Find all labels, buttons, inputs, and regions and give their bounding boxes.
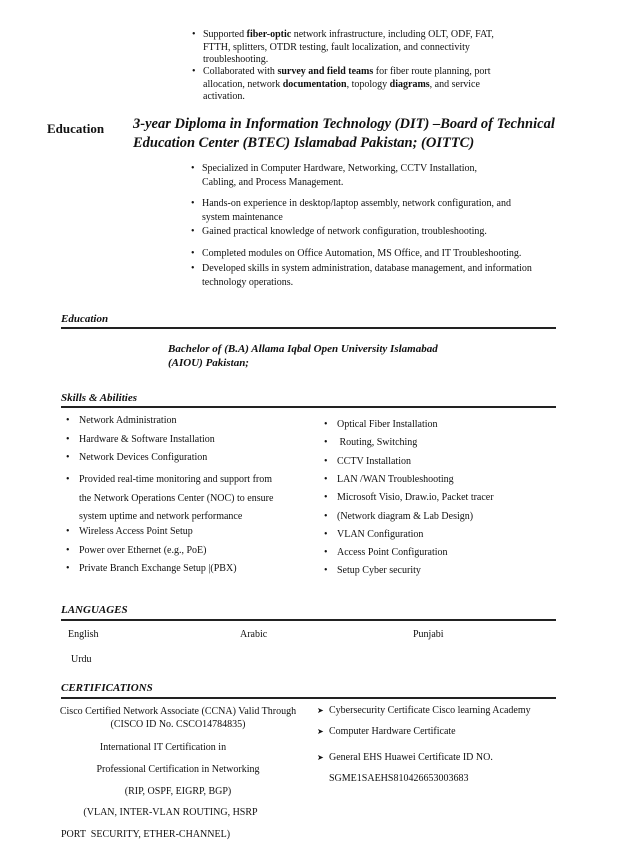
skill-item: • Setup Cyber security	[324, 565, 421, 576]
section-heading-languages: LANGUAGES	[61, 604, 128, 616]
certification-item: ➤ General EHS Huawei Certificate ID NO. SGME1SAEHS810426653003683	[329, 747, 493, 789]
list-item: • Supported fiber-optic network infrastructure, including OLT, ODF, FAT, FTTH, splitters, OTDR testing, fault localization, and connectivity troubleshooting.	[192, 29, 494, 65]
section-heading-skills: Skills & Abilities	[61, 392, 137, 404]
bullet-icon: •	[191, 248, 195, 259]
skill-item: • VLAN Configuration	[324, 529, 424, 540]
bullet-icon: •	[191, 226, 195, 237]
certification-item: ➤ Computer Hardware Certificate	[317, 726, 456, 737]
certification-item: ➤ Cybersecurity Certificate Cisco learning Academy	[317, 705, 531, 716]
bullet-icon: •	[324, 529, 328, 540]
skill-item: • Microsoft Visio, Draw.io, Packet tracer	[324, 492, 494, 503]
skill-item: • (Network diagram & Lab Design)	[324, 511, 474, 522]
language-item: Urdu	[71, 654, 92, 665]
bullet-icon: •	[66, 434, 70, 445]
skill-item: • Wireless Access Point Setup	[66, 526, 193, 537]
bullet-icon: •	[66, 452, 70, 463]
arrow-bullet-icon: ➤	[317, 753, 324, 762]
bullet-icon: •	[324, 474, 328, 485]
bullet-icon: •	[191, 198, 195, 209]
bullet-icon: •	[324, 492, 328, 503]
list-item: • Gained practical knowledge of network configuration, troubleshooting.	[191, 226, 487, 237]
skill-item: • LAN /WAN Troubleshooting	[324, 474, 454, 485]
bullet-icon: •	[66, 545, 70, 556]
bullet-icon: •	[324, 419, 328, 430]
bullet-icon: •	[192, 66, 196, 77]
degree-title: Bachelor of (B.A) Allama Iqbal Open University Islamabad (AIOU) Pakistan;	[168, 343, 438, 369]
language-item: English	[68, 629, 99, 640]
skill-item: • Provided real-time monitoring and support from the Network Operations Center (NOC) to ensure system uptime and network performance	[79, 471, 273, 527]
language-item: Punjabi	[413, 629, 444, 640]
section-divider	[61, 697, 556, 699]
skill-item: • Routing, Switching	[324, 437, 418, 448]
education-title: 3-year Diploma in Information Technology (DIT) –Board of Technical Education Center (BTEC) Islamabad Pakistan; (OITTC)	[133, 116, 555, 151]
bullet-icon: •	[66, 474, 70, 485]
section-heading-certifications: CERTIFICATIONS	[61, 682, 153, 694]
bullet-icon: •	[324, 511, 328, 522]
certification-list-left	[40, 705, 316, 841]
certification-item: International IT Certification in	[99, 742, 227, 753]
bullet-icon: •	[66, 415, 70, 426]
list-item: • Developed skills in system administration, database management, and information technology operations.	[191, 263, 532, 288]
skill-item: • CCTV Installation	[324, 456, 411, 467]
section-divider	[61, 406, 556, 408]
list-item: • Completed modules on Office Automation, MS Office, and IT Troubleshooting.	[191, 248, 522, 259]
skill-item: • Optical Fiber Installation	[324, 419, 438, 430]
bullet-icon: •	[324, 456, 328, 467]
bullet-icon: •	[66, 526, 70, 537]
certification-item: (VLAN, INTER-VLAN ROUTING, HSRP	[83, 807, 258, 818]
section-heading-education: Education	[61, 313, 109, 325]
skill-item: • Hardware & Software Installation	[66, 434, 215, 445]
language-item: Arabic	[240, 629, 268, 640]
bullet-icon: •	[192, 29, 196, 40]
skill-item: • Network Devices Configuration	[66, 452, 208, 463]
certification-item: (RIP, OSPF, EIGRP, BGP)	[124, 786, 232, 797]
skill-item: • Power over Ethernet (e.g., PoE)	[66, 545, 207, 556]
bullet-icon: •	[66, 563, 70, 574]
bullet-icon: •	[191, 263, 195, 274]
certification-item: PORT SECURITY, ETHER-CHANNEL)	[61, 829, 231, 840]
bullet-icon: •	[324, 547, 328, 558]
bullet-icon: •	[324, 565, 328, 576]
skill-item: • Access Point Configuration	[324, 547, 448, 558]
list-item: • Hands-on experience in desktop/laptop assembly, network configuration, and system maintenance	[191, 198, 511, 223]
skill-item: • Private Branch Exchange Setup |(PBX)	[66, 563, 237, 574]
certification-item: Cisco Certified Network Associate (CCNA) Valid Through (CISCO ID No. CSCO14784835)	[59, 706, 297, 730]
skill-item: • Network Administration	[66, 415, 177, 426]
section-divider	[61, 619, 556, 621]
list-item: • Collaborated with survey and field teams for fiber route planning, port allocation, network documentation, topology diagrams, and service activation.	[192, 66, 491, 102]
section-divider	[61, 327, 556, 329]
arrow-bullet-icon: ➤	[317, 706, 324, 715]
bullet-icon: •	[191, 163, 195, 174]
section-label-education: Education	[47, 121, 105, 136]
bullet-icon: •	[324, 437, 328, 448]
list-item: • Specialized in Computer Hardware, Networking, CCTV Installation, Cabling, and Process Management.	[191, 163, 478, 188]
arrow-bullet-icon: ➤	[317, 727, 324, 736]
certification-item: Professional Certification in Networking	[96, 764, 260, 775]
